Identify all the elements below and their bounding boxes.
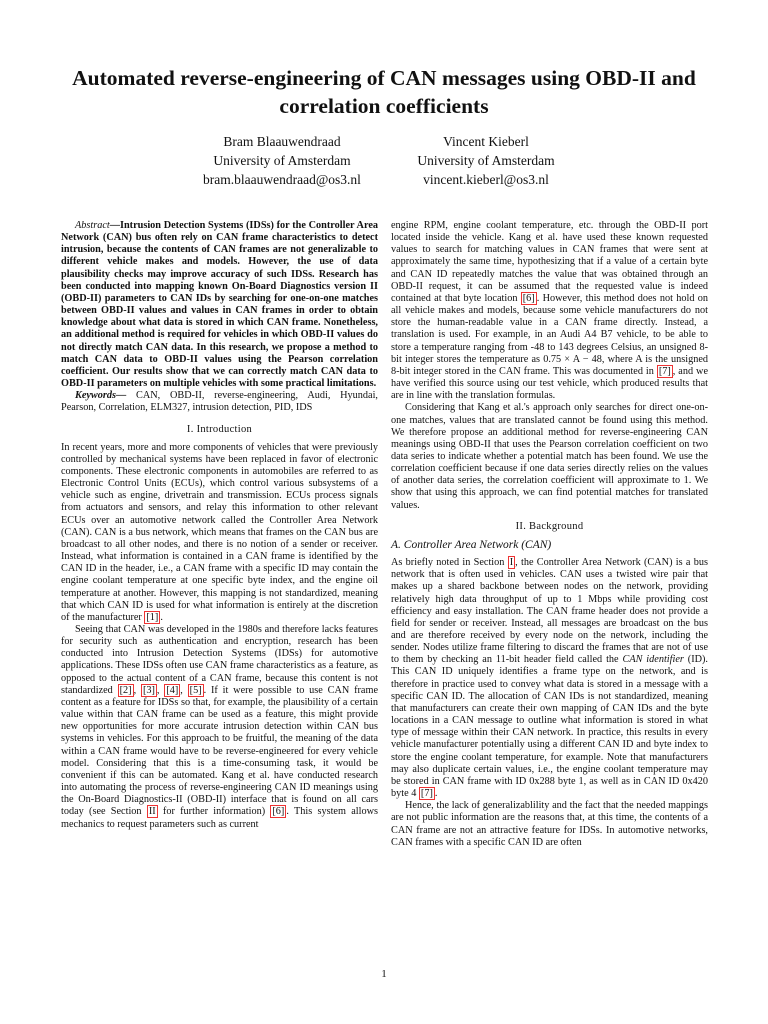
keywords-text: CAN, OBD-II, reverse-engineering, Audi, Hyundai, Pearson, Correlation, ELM327, intrusion detection, PID, IDS (61, 390, 378, 414)
left-column (61, 220, 378, 831)
citation-link[interactable]: [5] (189, 684, 202, 696)
page-number: 1 (381, 968, 387, 980)
keywords-label: Keywords— (75, 390, 127, 402)
text-run: , and we have verified this source using our test vehicle, which produced results that are in line with the translation formulas. (391, 365, 708, 402)
citation-link[interactable]: [6] (272, 806, 285, 818)
text-run: . This system allows mechanics to request parameters such as current (61, 806, 378, 830)
abstract (61, 220, 378, 390)
citation-link[interactable]: [1] (146, 611, 159, 623)
author-name: Bram Blaauwendraad (223, 134, 341, 149)
text-run: for further information) (157, 806, 271, 818)
section-heading-background: II. Background (515, 520, 584, 532)
citation-link[interactable]: [6] (522, 292, 535, 304)
citation-link[interactable]: [3] (142, 684, 155, 696)
intro-paragraph-1 (61, 442, 378, 624)
abstract-label: Abstract (75, 220, 110, 231)
keywords (61, 390, 378, 414)
citation-link[interactable]: [7] (420, 788, 433, 800)
text-run: As briefly noted in Section (391, 557, 508, 569)
text-run: . However, this method does not hold on all vehicle makes and models, because some vehicle manufacturers do not store the human-readable value in a CAN frame directly. Instead, a translation is used. For example, in an Audi A4 B7 vehicle, to be able to store a temperature ranging from -48 to 143 degrees Celsius, an unsigned 8-bit integer stores the temperature as (391, 292, 708, 365)
citation-link[interactable]: [2] (119, 684, 132, 696)
author-email: vincent.kieberl@os3.nl (423, 172, 549, 187)
text-run: In recent years, more and more components of vehicles that were previously controlled by mechanical systems have been replaced in favor of electronic components. These electronic components in automobiles are referred to as Electronic Control Units (ECUs), which control various subsystems of a vehicle such as engine, drivetrain and transmission. ECUs process signals from actuators and sensors, and relay this information to other relevant ECUs over an automotive network called the Controller Area Network (CAN). CAN is a bus network, which means that frames on the CAN bus are broadcast to all other nodes, and there is no notion of a sender or receiver. Instead, what information is contained in a CAN frame is identified by the CAN ID in the header, i.e., a CAN frame with a specific ID may contain the engine coolant temperature at one specific byte index, and the engine oil temperature at another. However, this mapping is not standardized, meaning that which CAN ID is used for what information is entirely at the discretion of the manufacturer (61, 441, 378, 623)
formula: 0.75 × A − 48 (543, 353, 602, 365)
abstract-text: —Intrusion Detection Systems (IDSs) for the Controller Area Network (CAN) bus often rely on CAN frame characteristics to detect intrusion, because the contents of CAN frames are not generalizable to different vehicle makes and models. However, the use of data plausibility checks may improve accuracy of such IDSs. Research has been conducted into mapping known On-Board Diagnostics version II (OBD-II) parameters to CAN IDs by searching for one-on-one matches between OBD-II values and values in CAN frames in order to obtain knowledge about what data is stored in which CAN frame. Nonetheless, an additional method is required for vehicles in which OBD-II values do not directly match CAN data. In this research, we propose a method to match CAN data to OBD-II values using the Pearson correlation coefficient. Our results show that we can correctly match CAN data to OBD-II parameters on multiple vehicles with some practical limitations. (61, 220, 378, 390)
text-run: engine RPM, engine coolant temperature, etc. through the OBD-II port located inside the vehicle. Kang et al. have used these known requested values to search for matching values in CAN frames that were sent at approximately the same time, hypothesizing that if a value of a certain byte and CAN ID repeatedly matches the value that was obtained through an OBD-II request, it can be assumed that the requested value is indeed contained at that byte location (391, 220, 708, 304)
section-heading-introduction: I. Introduction (186, 423, 253, 435)
text-run: . (434, 788, 438, 800)
author-block-2 (356, 132, 616, 189)
author-name: Vincent Kieberl (443, 134, 529, 149)
citation-link[interactable]: [4] (166, 684, 179, 696)
intro-paragraph-3 (391, 220, 708, 402)
text-run: . If it were possible to use CAN frame content as a feature for IDSs so that, for example, the plausibility of a certain value within that CAN frame can be used as a feature, this might provide new opportunities for more accurate intrusion detection within CAN bus systems in vehicles. For this approach to be fruitful, the meaning of the data within a CAN frame would have to be reverse-engineered for every vehicle model. Considering that this is a time-consuming task, it would be convenient if this can be automated. Kang et al. have conducted research into automating the process of reverse-engineering CAN ID meanings using the On-Board Diagnostics-II (OBD-II) interface that is found on all cars today (see Section (61, 684, 378, 818)
text-run: Seeing that CAN was developed in the 1980s and therefore lacks features for security such as authentication and encryption, research has been conducted into Intrusion Detection Systems (IDSs) for automotive applications. These IDSs often use CAN frame characteristics as a feature, as opposed to the actual content of a CAN frame, because this content is not standardized (61, 624, 378, 696)
section-link[interactable]: II (148, 806, 156, 818)
author-affiliation: University of Amsterdam (417, 153, 555, 168)
text-run: , the Controller Area Network (CAN) is a bus network that is often used in vehicles. CAN uses a twisted wire pair that makes up a shared backbone between nodes on the network, providing relatively high data throughput of up to 1 Mbps while providing cost efficiency and easy installation. The CAN frame header does not provide a field for sender or receiver. Instead, all messages are broadcast on the bus and are therefore received by every node on the network, including the sender. Nodes utilize frame filtering to discard the frames that are not of use to them by checking an 11-bit header field called the (391, 557, 708, 666)
section-link[interactable]: I (509, 557, 514, 569)
author-email: bram.blaauwendraad@os3.nl (203, 172, 361, 187)
right-column (391, 220, 708, 849)
subsection-heading-can: A. Controller Area Network (CAN) (391, 538, 552, 551)
text-run: . (160, 611, 163, 623)
intro-paragraph-4: Considering that Kang et al.'s approach only searches for direct one-on-one matches, values that are translated cannot be found using this method. We therefore propose an additional method for reverse-engineering CAN meanings using OBD-II that uses the Pearson correlation coefficient on two data series to indicate whether a potential match has been found. We use the correlation coefficient because if one data series directly relies on the values of another data series, the correlation coefficient will approximate to 1. We show that using this approach, we can find potential matches for translated values. (391, 402, 708, 511)
background-paragraph-2: Hence, the lack of generalizablility and the fact that the needed mappings are not public information are the reasons that, at this time, the contents of a CAN frame are not an attractive feature for IDSs. In automotive networks, CAN frames with a specific CAN ID are often (391, 800, 708, 848)
author-affiliation: University of Amsterdam (213, 153, 351, 168)
citation-link[interactable]: [7] (658, 365, 671, 377)
text-run: (ID). This CAN ID uniquely identifies a frame type on the network, and is therefore in practice used to convey what data is stored in a message with a specific CAN ID. The allocation of CAN IDs is not standardized, meaning that manufacturers can create their own mapping of CAN IDs and the byte locations in a CAN message to outline what information is stored in what type of message within their CAN network. In practice, this results in every vehicle manufacturer potentially using a different CAN ID and byte index to store the engine coolant temperature, for example. Note that manufacturers may also duplicate certain values, i.e., the engine coolant temperature may be stored in CAN frame with ID 0x288 byte 1, as well as in CAN ID 0x420 byte 4 (391, 654, 708, 800)
can-identifier-term: CAN identifier (622, 654, 684, 666)
background-paragraph-1 (391, 557, 708, 800)
text-run: , where A is the unsigned 8-bit integer stored in the CAN frame. This was documented in (391, 353, 708, 377)
intro-paragraph-2: Seeing that CAN was developed in the 1980s and therefore lacks features for security such as authentication and encryption, research has been conducted into Intrusion Detection Systems (IDSs) for automotive applications. These IDSs often use CAN frame characteristics as a feature, as opposed to the actual content of a CAN frame, because this content is not standardized [2] , [3] , [4] , [5] . If it were possible to use CAN frame content as a feature for IDSs so that, for example, the plausibility of a certain value within that CAN frame can be used as a feature, this might provide new opportunities for more accurate intrusion detection within CAN bus systems in vehicles. For this approach to be fruitful, the meaning of the data within a CAN frame would have to be reverse-engineered for every vehicle model. Considering that this is a time-consuming task, it would be convenient if this can be automated. Kang et al. have conducted research into automating the process of reverse-engineering CAN ID meanings using the On-Board Diagnostics-II (OBD-II) interface that is found on all cars today (see Section II for further information) [6] . This system allows mechanics to request parameters such as current (61, 624, 378, 830)
paper-title: Automated reverse-engineering of CAN messages using OBD-II and correlation coefficients (72, 66, 696, 118)
